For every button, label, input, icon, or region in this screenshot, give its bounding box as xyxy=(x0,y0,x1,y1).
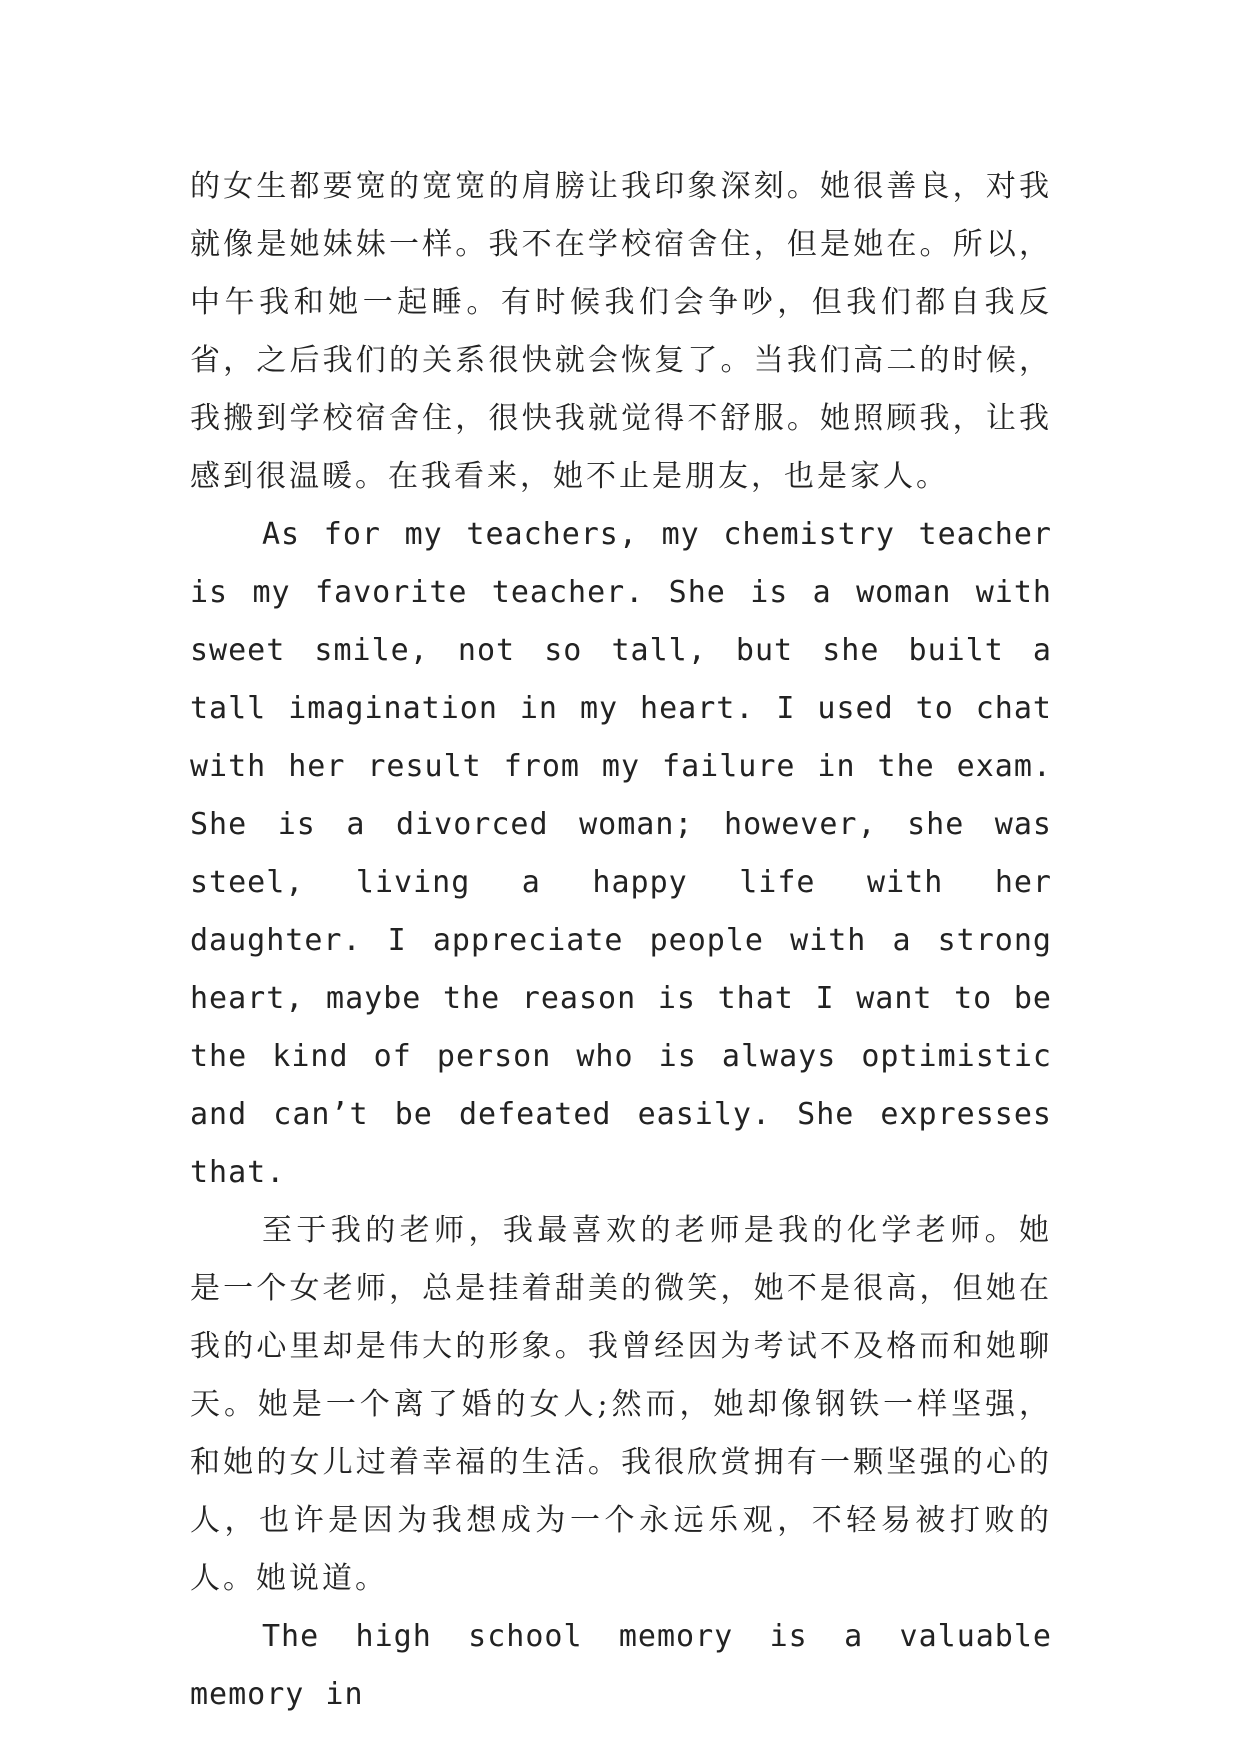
paragraph-teacher-english: As for my teachers, my chemistry teacher is my favorite teacher. She is a woman with sweet smile, not so tall, but she built a tall imagination in my heart. I used to chat with her result from my failure in the exam. She is a divorced woman; however, she was steel, living a happy life with her daughter. I appreciate people with a strong heart, maybe the reason is that I want to be the kind of person who is always optimistic and can’t be defeated easily. She expresses that. xyxy=(190,517,1052,1190)
body-text xyxy=(190,158,1052,1724)
paragraph-friend-chinese: 的女生都要宽的宽宽的肩膀让我印象深刻。她很善良，对我就像是她妹妹一样。我不在学校宿舍住，但是她在。所以，中午我和她一起睡。有时候我们会争吵，但我们都自我反省，之后我们的关系很快就会恢复了。当我们高二的时候，我搬到学校宿舍住，很快我就觉得不舒服。她照顾我，让我感到很温暖。在我看来，她不止是朋友，也是家人。 xyxy=(190,169,1052,494)
paragraph-memory-english: The high school memory is a valuable memory in xyxy=(190,1619,1052,1712)
paragraph-teacher-chinese: 至于我的老师，我最喜欢的老师是我的化学老师。她是一个女老师，总是挂着甜美的微笑，她不是很高，但她在我的心里却是伟大的形象。我曾经因为考试不及格而和她聊天。她是一个离了婚的女人;然而，她却像钢铁一样坚强，和她的女儿过着幸福的生活。我很欣赏拥有一颗坚强的心的人，也许是因为我想成为一个永远乐观，不轻易被打败的人。她说道。 xyxy=(190,1213,1052,1596)
